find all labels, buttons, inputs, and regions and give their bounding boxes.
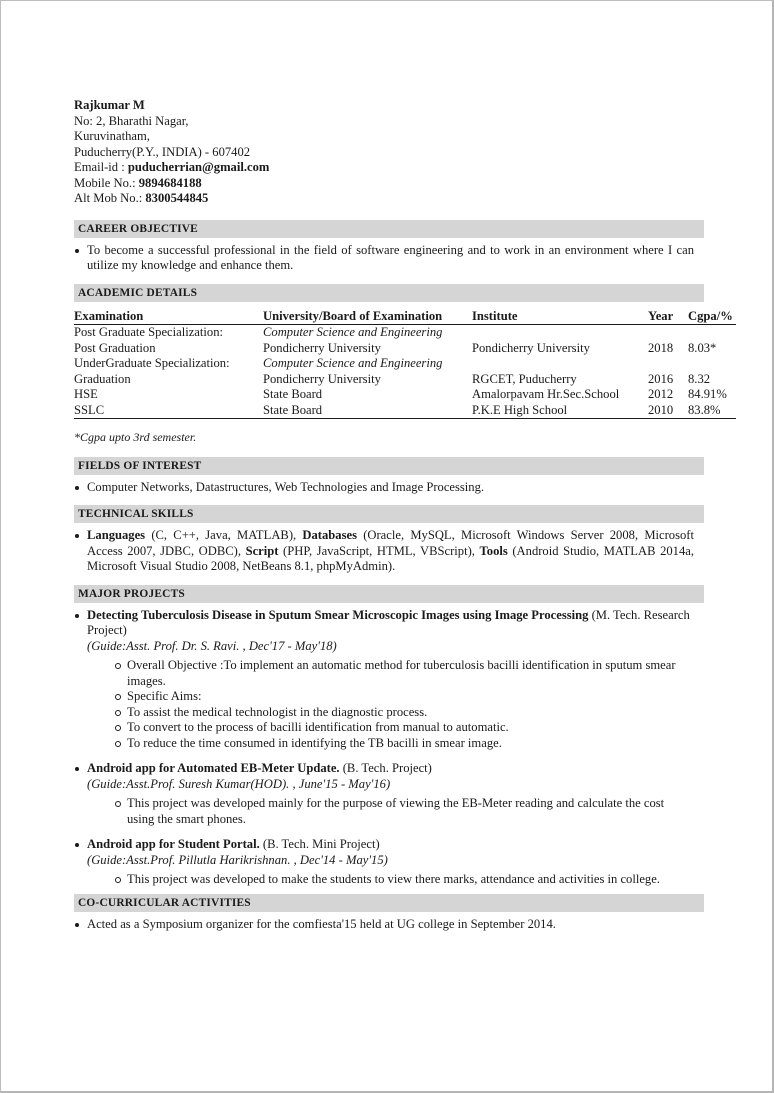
email-row [74,160,736,176]
table-cell: HSE [74,387,98,401]
project-detail: This project was developed to make the students to view there marks, attendance and activities in college. [115,872,694,888]
table-cell [688,356,736,372]
table-cell: 2018 [648,340,674,355]
table-cell: Post Graduation [74,340,156,355]
table-cell [648,325,688,341]
table-cell: Computer Science and Engineering [263,325,443,339]
table-row [74,372,736,388]
address-line: No: 2, Bharathi Nagar, [74,113,189,128]
email-value[interactable]: puducherrian@gmail.com [127,160,270,174]
cgpa-note: *Cgpa upto 3rd semester. [74,430,197,444]
tools-label: Tools [479,543,508,558]
table-row [74,325,736,341]
table-cell: RGCET, Puducherry [472,371,577,386]
header-cgpa: Cgpa/% [688,309,736,325]
project-item [74,837,694,888]
project-name: Detecting Tuberculosis Disease in Sputum Smear Microscopic Images using Image Processing [87,607,589,622]
project-type: (M. Tech. Research Project) [87,607,690,637]
script-label: Script [245,543,279,558]
header-year: Year [648,309,688,325]
technical-skills-item [74,528,694,575]
project-guide: (Guide:Asst.Prof. Suresh Kumar(HOD). , June'15 - May'16) [87,776,391,791]
fields-of-interest-text: Computer Networks, Datastructures, Web Technologies and Image Processing. [74,480,694,496]
table-cell: UnderGraduate Specialization: [74,356,230,370]
table-cell: P.K.E High School [472,403,648,419]
table-cell: 2016 [648,371,674,386]
table-cell: Graduation [74,371,131,386]
academic-header-row [74,309,736,325]
project-details [87,872,694,888]
table-cell: Post Graduate Specialization: [74,325,223,339]
academic-table [74,309,736,420]
table-cell: 2010 [648,403,688,419]
project-detail: To reduce the time consumed in identifying the TB bacilli in smear image. [115,736,694,752]
section-technical-skills: TECHNICAL SKILLS [74,505,704,523]
section-academic-details: ACADEMIC DETAILS [74,284,704,302]
table-cell: 8.03* [688,340,717,355]
alt-mobile-label: Alt Mob No.: [74,191,146,205]
tools-text: (Android Studio, MATLAB 2014a, Microsoft Visual Studio 2008, NetBeans 8.1, phpMyAdmin). [87,543,694,573]
table-cell [648,356,688,372]
table-cell: SSLC [74,403,263,419]
table-cell: Pondicherry University [472,340,590,355]
address-line: Puducherry(P.Y., INDIA) - 607402 [74,144,251,159]
table-cell: 8.32 [688,371,711,386]
project-details [87,658,694,751]
alt-mobile-value: 8300544845 [145,191,209,205]
table-row [74,341,736,357]
mobile-label: Mobile No.: [74,175,139,190]
project-details [87,796,694,827]
section-co-curricular: CO-CURRICULAR ACTIVITIES [74,894,704,912]
section-career-objective: CAREER OBJECTIVE [74,220,704,238]
mobile-row [74,176,736,192]
project-item [74,608,694,752]
address-line: Kuruvinatham, [74,129,150,143]
table-cell: 83.8% [688,403,736,419]
table-cell [472,356,648,372]
career-objective-list [74,243,694,274]
table-cell: State Board [263,387,323,401]
project-detail: Overall Objective :To implement an automatic method for tuberculosis bacilli identification in sputum smear images. [115,658,694,689]
table-cell: State Board [263,403,472,419]
project-item [74,761,694,827]
alt-mobile-row [74,191,736,207]
career-objective-text: To become a successful professional in the field of software engineering and to work in an environment where I can utilize my knowledge and enhance them. [74,243,694,274]
header-university: University/Board of Examination [263,309,472,325]
project-type: (B. Tech. Mini Project) [259,837,380,851]
table-row [74,356,736,372]
databases-label: Databases [302,528,357,542]
section-fields-of-interest: FIELDS OF INTEREST [74,457,704,475]
databases-text: (Oracle, MySQL, Microsoft Windows Server 2008, Microsoft Access 2007, JDBC, ODBC), [87,528,694,558]
project-name: Android app for Automated EB-Meter Update. [87,761,340,775]
table-cell [472,325,648,341]
email-label: Email-id : [74,160,128,174]
script-text: (PHP, JavaScript, HTML, VBScript), [278,543,480,558]
languages-text: (C, C++, Java, MATLAB), [145,528,303,542]
table-cell: Pondicherry University [263,340,381,355]
resume-content [74,98,736,932]
co-curricular-text: Acted as a Symposium organizer for the comfiesta'15 held at UG college in September 2014. [74,917,694,933]
projects-list [74,608,694,888]
section-major-projects: MAJOR PROJECTS [74,585,704,603]
fields-of-interest-list [74,480,694,496]
technical-skills-list [74,528,694,575]
project-detail: This project was developed mainly for the purpose of viewing the EB-Meter reading and calculate the cost using the smart phones. [115,796,694,827]
header-institute: Institute [472,309,648,325]
mobile-value: 9894684188 [138,175,202,190]
table-row [74,387,736,403]
table-cell: Computer Science and Engineering [263,356,443,370]
project-detail: Specific Aims: [115,689,694,705]
co-curricular-list [74,917,694,933]
table-row [74,403,736,419]
header-examination: Examination [74,309,263,325]
project-guide: (Guide:Asst.Prof. Pillutla Harikrishnan. , Dec'14 - May'15) [87,852,388,867]
project-guide: (Guide:Asst. Prof. Dr. S. Ravi. , Dec'17 - May'18) [87,638,337,653]
table-cell: 84.91% [688,387,727,401]
project-detail: To convert to the process of bacilli identification from manual to automatic. [115,720,694,736]
project-detail: To assist the medical technologist in the diagnostic process. [115,705,694,721]
project-type: (B. Tech. Project) [339,761,432,775]
candidate-name: Rajkumar M [74,98,145,112]
table-cell: Pondicherry University [263,371,381,386]
table-cell: 2012 [648,387,674,401]
table-cell: Amalorpavam Hr.Sec.School [472,387,620,401]
table-cell [688,325,736,341]
contact-block [74,98,736,207]
languages-label: Languages [87,528,146,542]
project-name: Android app for Student Portal. [87,837,260,851]
